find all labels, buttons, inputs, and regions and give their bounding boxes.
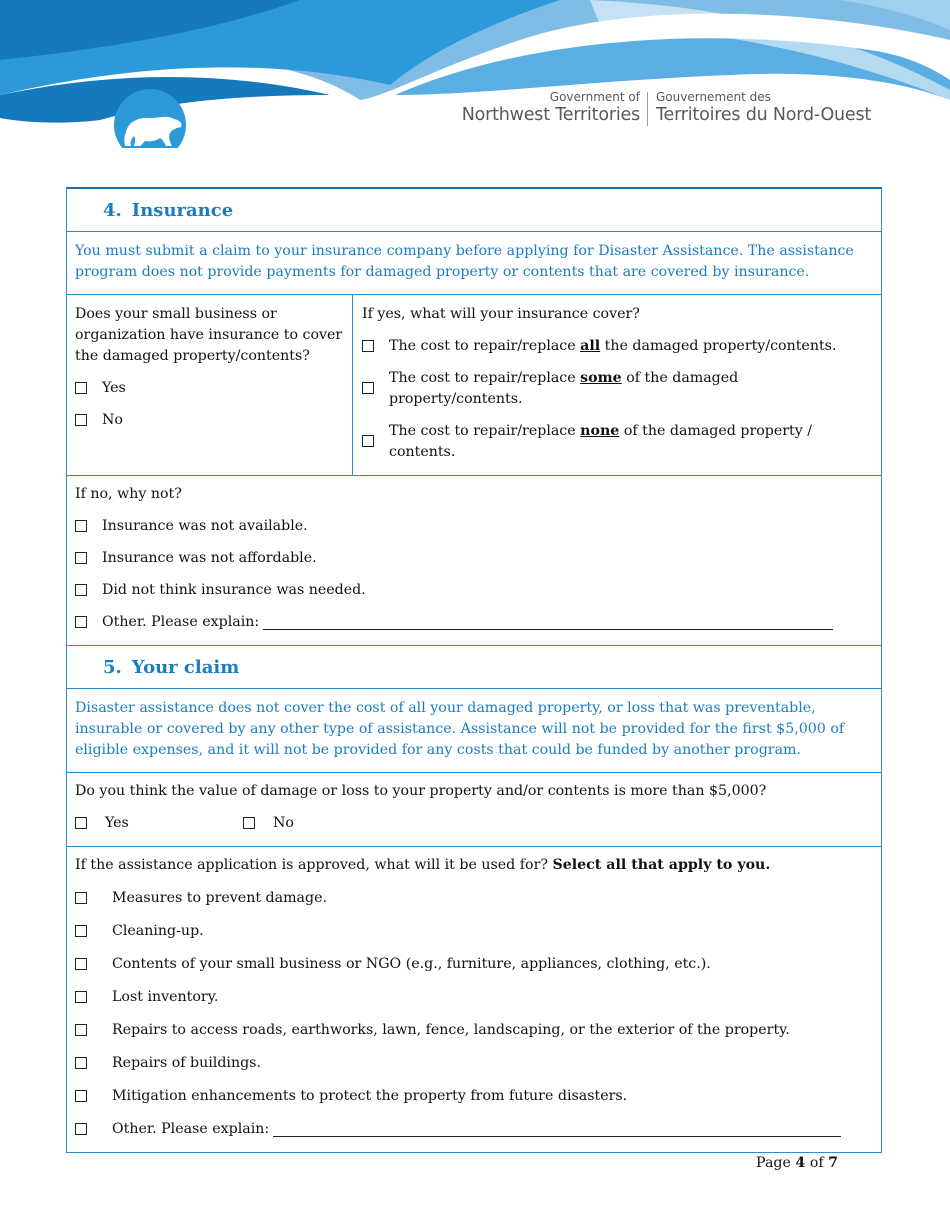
option-label: Repairs of buildings.: [112, 1055, 261, 1071]
checkbox[interactable]: [75, 414, 87, 426]
why-not-option[interactable]: [75, 548, 873, 569]
option-label: No: [102, 412, 123, 428]
cover-all-word: all: [580, 338, 601, 354]
insurance-intro: You must submit a claim to your insurance company before applying for Disaster Assistance. The assistance program does not provide payments for damaged property or contents that are covered by insurance.: [67, 232, 881, 295]
gov-en-small: Government of: [549, 90, 640, 104]
cover-none-word: none: [580, 423, 620, 439]
use-option[interactable]: [75, 954, 873, 975]
damage-no-option[interactable]: [243, 813, 294, 834]
section-number: 5.: [103, 657, 122, 678]
why-not-option[interactable]: [75, 516, 873, 537]
option-label: No: [273, 815, 294, 831]
checkbox[interactable]: [75, 892, 87, 904]
why-not-question: If no, why not?: [75, 486, 182, 502]
cover-all-suffix: the damaged property/contents.: [604, 338, 837, 354]
checkbox[interactable]: [75, 552, 87, 564]
cover-prefix: The cost to repair/replace: [389, 423, 576, 439]
damage-value-options: [75, 813, 873, 834]
gov-en-big: Northwest Territories: [461, 105, 640, 125]
option-label: Mitigation enhancements to protect the property from future disasters.: [112, 1088, 628, 1104]
checkbox[interactable]: [75, 520, 87, 532]
use-option[interactable]: [75, 987, 873, 1008]
why-not-option[interactable]: [75, 580, 873, 601]
gov-fr-big: Territoires du Nord-Ouest: [656, 105, 872, 125]
other-explain-field[interactable]: [263, 615, 833, 630]
section-title: Insurance: [131, 200, 234, 221]
checkbox[interactable]: [75, 817, 87, 829]
checkbox[interactable]: [75, 616, 87, 628]
checkbox[interactable]: [243, 817, 255, 829]
option-label: Yes: [102, 380, 126, 396]
gov-fr-small: Gouvernement des: [656, 90, 771, 104]
cover-all-option[interactable]: [362, 336, 873, 357]
option-label: Did not think insurance was needed.: [102, 582, 366, 598]
assistance-use-question: [75, 855, 873, 876]
why-not-other-option[interactable]: [75, 612, 873, 633]
cover-some-suffix: of the damaged property/contents.: [389, 370, 739, 407]
assistance-use-row: [67, 847, 881, 1152]
use-option[interactable]: [75, 888, 873, 909]
have-insurance-yes-option[interactable]: [75, 378, 344, 399]
option-label: Cleaning-up.: [112, 923, 204, 939]
gov-fr-wordmark: [656, 90, 871, 126]
use-option[interactable]: [75, 1053, 873, 1074]
checkbox[interactable]: [362, 340, 374, 352]
cover-question: If yes, what will your insurance cover?: [362, 306, 640, 322]
option-label: [389, 421, 873, 463]
claim-intro: Disaster assistance does not cover the cost of all your damaged property, or loss that was preventable, insurable or covered by any other type of assistance. Assistance will not be provided for the first $5,000 of eligible expenses, and it will not be provided for any costs that could be funded by another program.: [67, 689, 881, 773]
insurance-coverage-row: [67, 295, 881, 476]
checkbox[interactable]: [75, 925, 87, 937]
application-form: [66, 187, 882, 1153]
current-page: 4: [795, 1155, 806, 1171]
option-label: Other. Please explain:: [112, 1121, 270, 1137]
use-option[interactable]: [75, 921, 873, 942]
cover-prefix: The cost to repair/replace: [389, 338, 576, 354]
page-word: Page: [756, 1155, 791, 1171]
use-option[interactable]: [75, 1020, 873, 1041]
option-label: Yes: [105, 815, 129, 831]
gov-en-wordmark: [462, 90, 640, 126]
checkbox[interactable]: [75, 1123, 87, 1135]
have-insurance-no-option[interactable]: [75, 410, 344, 431]
checkbox[interactable]: [75, 1024, 87, 1036]
checkbox[interactable]: [362, 382, 374, 394]
insurance-cover-cell: [353, 295, 881, 475]
checkbox[interactable]: [75, 584, 87, 596]
total-pages: 7: [828, 1155, 838, 1171]
checkbox[interactable]: [75, 958, 87, 970]
section-title: Your claim: [131, 657, 240, 678]
checkbox[interactable]: [75, 382, 87, 394]
option-label: Lost inventory.: [112, 989, 219, 1005]
option-label: Insurance was not available.: [102, 518, 308, 534]
cover-prefix: The cost to repair/replace: [389, 370, 576, 386]
section-number: 4.: [103, 200, 122, 221]
option-label: Other. Please explain:: [102, 614, 260, 630]
page-number: [756, 1155, 838, 1171]
checkbox[interactable]: [362, 435, 374, 447]
cover-some-word: some: [580, 370, 622, 386]
header-banner: [0, 0, 950, 160]
use-other-option[interactable]: [75, 1119, 873, 1140]
section-insurance-heading: [67, 189, 881, 232]
checkbox[interactable]: [75, 1057, 87, 1069]
checkbox[interactable]: [75, 1090, 87, 1102]
option-label: Repairs to access roads, earthworks, lawn, fence, landscaping, or the exterior of the property.: [112, 1022, 790, 1038]
option-label: [389, 336, 836, 357]
why-not-row: [67, 476, 881, 646]
have-insurance-cell: [67, 295, 353, 475]
option-label: Measures to prevent damage.: [112, 890, 327, 906]
section-claim-heading: [67, 646, 881, 689]
use-question-text: If the assistance application is approved, what will it be used for?: [75, 857, 548, 873]
wordmark-divider: [647, 92, 648, 126]
have-insurance-question: Does your small business or organization have insurance to cover the damaged property/contents?: [75, 306, 343, 364]
use-question-bold: Select all that apply to you.: [552, 857, 771, 873]
option-label: Contents of your small business or NGO (e.g., furniture, appliances, clothing, etc.).: [112, 956, 711, 972]
cover-none-suffix: of the damaged property / contents.: [389, 423, 813, 460]
cover-some-option[interactable]: [362, 368, 873, 410]
use-option[interactable]: [75, 1086, 873, 1107]
damage-yes-option[interactable]: [75, 813, 243, 834]
option-label: Insurance was not affordable.: [102, 550, 317, 566]
of-word: of: [809, 1155, 824, 1171]
cover-none-option[interactable]: [362, 421, 873, 463]
other-explain-field[interactable]: [273, 1122, 841, 1137]
option-label: [389, 368, 873, 410]
checkbox[interactable]: [75, 991, 87, 1003]
damage-value-row: [67, 773, 881, 847]
damage-value-question: Do you think the value of damage or loss to your property and/or contents is more than $5,000?: [75, 783, 767, 799]
